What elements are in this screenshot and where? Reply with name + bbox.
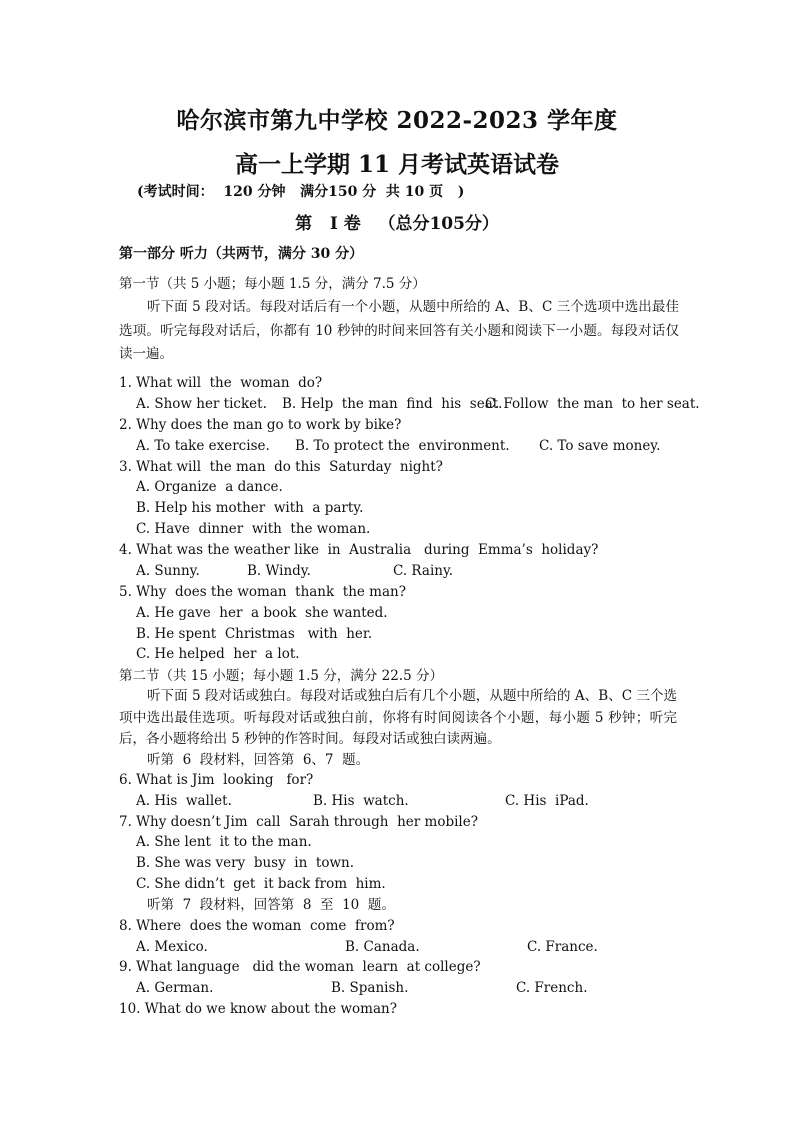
question-6-option-b: B. His watch. xyxy=(313,793,409,809)
part1-heading: 第一部分 听力（共两节，满分 30 分） xyxy=(119,246,364,262)
volume-heading: 第 I 卷 （总分105分） xyxy=(295,214,499,234)
question-2-option-a: A. To take exercise. xyxy=(136,438,270,454)
exam-title-school: 哈尔滨市第九中学校 2022-2023 学年度 xyxy=(176,107,618,134)
question-8-option-c: C. France. xyxy=(527,939,598,955)
question-1-option-a: A. Show her ticket. xyxy=(136,396,267,412)
question-1: 1. What will the woman do? xyxy=(119,375,323,391)
question-4-option-b: B. Windy. xyxy=(247,563,311,579)
question-7-option-a: A. She lent it to the man. xyxy=(136,834,312,850)
section2-instructions: 听下面 5 段对话或独白。每段对话或独白后有几个小题，从题中所给的 A、B、C 三个选项中选出最佳选项。听每段对话或独白前，你将有时间阅读各个小题，每小题 5 秒钟；听完后，各小题将给出 5 秒钟的作答时间。每段对话或独白读两遍。 xyxy=(119,688,677,747)
question-10: 10. What do we know about the woman? xyxy=(119,1001,397,1017)
question-7: 7. Why doesn’t Jim call Sarah through her mobile? xyxy=(119,814,478,830)
question-3-option-b: B. Help his mother with a party. xyxy=(136,500,364,516)
question-9: 9. What language did the woman learn at college? xyxy=(119,959,481,975)
question-6-option-c: C. His iPad. xyxy=(505,793,589,809)
question-4-option-a: A. Sunny. xyxy=(136,563,200,579)
question-3-option-c: C. Have dinner with the woman. xyxy=(136,521,371,537)
question-8: 8. Where does the woman come from? xyxy=(119,918,395,934)
question-1-option-b: B. Help the man find his seat. xyxy=(282,396,503,412)
question-3: 3. What will the man do this Saturday night? xyxy=(119,459,443,475)
question-9-option-a: A. German. xyxy=(136,980,214,996)
question-7-option-b: B. She was very busy in town. xyxy=(136,855,354,871)
question-8-option-b: B. Canada. xyxy=(345,939,420,955)
question-4-option-c: C. Rainy. xyxy=(393,563,454,579)
exam-title-paper: 高一上学期 11 月考试英语试卷 xyxy=(234,151,560,178)
material-6-note: 听第 6 段材料，回答第 6、7 题。 xyxy=(147,752,370,768)
question-7-option-c: C. She didn’t get it back from him. xyxy=(136,876,386,892)
question-2-option-c: C. To save money. xyxy=(539,438,661,454)
question-2: 2. Why does the man go to work by bike? xyxy=(119,417,402,433)
question-6-option-a: A. His wallet. xyxy=(136,793,232,809)
question-4: 4. What was the weather like in Australia during Emma’s holiday? xyxy=(119,542,599,558)
question-9-option-c: C. French. xyxy=(516,980,588,996)
material-7-note: 听第 7 段材料，回答第 8 至 10 题。 xyxy=(147,897,395,913)
section1-heading: 第一节（共 5 小题；每小题 1.5 分，满分 7.5 分） xyxy=(119,276,426,292)
question-8-option-a: A. Mexico. xyxy=(136,939,208,955)
question-5-option-a: A. He gave her a book she wanted. xyxy=(136,605,388,621)
question-6: 6. What is Jim looking for? xyxy=(119,772,314,788)
question-5-option-b: B. He spent Christmas with her. xyxy=(136,626,373,642)
question-2-option-b: B. To protect the environment. xyxy=(295,438,510,454)
section2-heading: 第二节（共 15 小题；每小题 1.5 分，满分 22.5 分） xyxy=(119,668,443,684)
section1-instructions: 听下面 5 段对话。每段对话后有一个小题，从题中所给的 A、B、C 三个选项中选出最佳选项。听完每段对话后，你都有 10 秒钟的时间来回答有关小题和阅读下一小题。每段对话仅读一遍。 xyxy=(119,299,679,362)
question-5: 5. Why does the woman thank the man? xyxy=(119,584,406,600)
question-9-option-b: B. Spanish. xyxy=(331,980,409,996)
question-1-option-c: C. Follow the man to her seat. xyxy=(485,396,700,412)
question-5-option-c: C. He helped her a lot. xyxy=(136,646,300,662)
question-3-option-a: A. Organize a dance. xyxy=(136,479,283,495)
exam-info: (考试时间： 120 分钟 满分150 分 共 10 页 ) xyxy=(137,184,465,200)
